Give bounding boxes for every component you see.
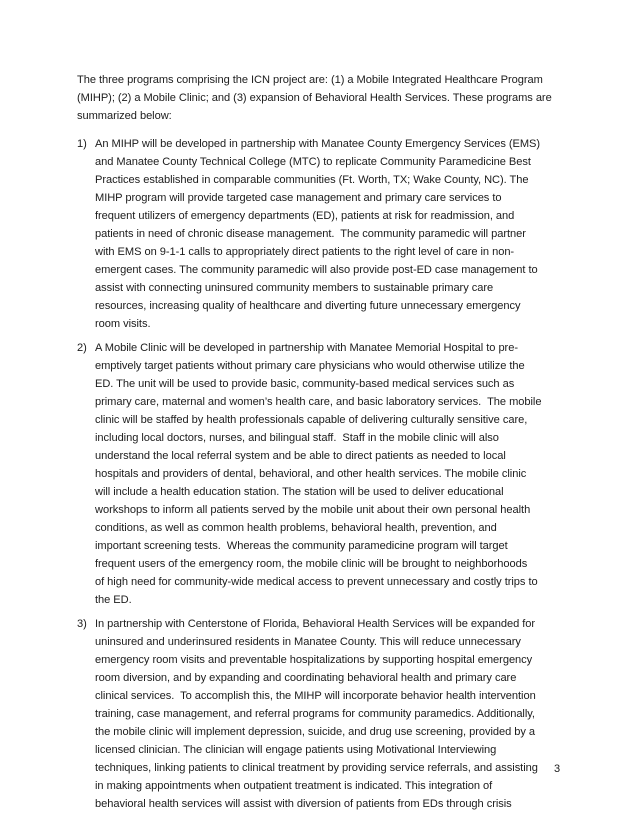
list-item-line: primary care, maternal and women’s health care, and basic laboratory services. The mobile bbox=[95, 396, 542, 408]
intro-line: summarized below: bbox=[77, 110, 172, 122]
list-item-line: understand the local referral system and be able to direct patients as needed to local bbox=[95, 450, 506, 462]
list-item-number: 2) bbox=[77, 342, 87, 354]
list-item-line: clinic will be staffed by health professionals capable of delivering culturally sensitive care, bbox=[95, 414, 528, 426]
list-item-line: of high need for community-wide medical access to prevent unnecessary and costly trips to bbox=[95, 576, 538, 588]
list-item-line: frequent users of the emergency room, the mobile clinic will be brought to neighborhoods bbox=[95, 558, 528, 570]
list-item-line: Practices established in comparable communities (Ft. Worth, TX; Wake County, NC). The bbox=[95, 174, 529, 186]
list-item-line: MIHP program will provide targeted case management and primary care services to bbox=[95, 192, 502, 204]
list-item-line: and Manatee County Technical College (MTC) to replicate Community Paramedicine Best bbox=[95, 156, 531, 168]
list-item-line: including local doctors, nurses, and bilingual staff. Staff in the mobile clinic will also bbox=[95, 432, 499, 444]
list-item-line: An MIHP will be developed in partnership with Manatee County Emergency Services (EMS) bbox=[95, 138, 541, 150]
list-item-line: assist with connecting uninsured community members to sustainable primary care bbox=[95, 282, 494, 294]
list-item-line: resources, increasing quality of healthcare and diverting future unnecessary emergency bbox=[95, 300, 521, 312]
list-item-line: frequent utilizers of emergency departments (ED), patients at risk for readmission, and bbox=[95, 210, 515, 222]
list-item-line: emptively target patients without primary care physicians who would otherwise utilize the bbox=[95, 360, 525, 372]
list-item-line: training, case management, and referral programs for community paramedics. Additionally, bbox=[95, 708, 535, 720]
list-item-line: patients in need of chronic disease management. The community paramedic will partner bbox=[95, 228, 526, 240]
intro-line: The three programs comprising the ICN project are: (1) a Mobile Integrated Healthcare Program bbox=[77, 74, 543, 86]
list-item-line: uninsured and underinsured residents in Manatee County. This will reduce unnecessary bbox=[95, 636, 521, 648]
list-item-line: techniques, linking patients to clinical treatment by providing service referrals, and assisting bbox=[95, 762, 538, 774]
list-item-line: clinical services. To accomplish this, the MIHP will incorporate behavior health intervention bbox=[95, 690, 536, 702]
list-item-line: room diversion, and by expanding and coordinating behavioral health and primary care bbox=[95, 672, 517, 684]
list-item-line: hospitals and providers of dental, behavioral, and other health services. The mobile clinic bbox=[95, 468, 527, 480]
list-item-line: In partnership with Centerstone of Florida, Behavioral Health Services will be expanded for bbox=[95, 618, 536, 630]
list-item-line: ED. The unit will be used to provide basic, community-based medical services such as bbox=[95, 378, 515, 390]
list-item-line: in making appointments when outpatient treatment is indicated. This integration of bbox=[95, 780, 493, 792]
list-item-line: conditions, as well as common health problems, behavioral health, prevention, and bbox=[95, 522, 497, 534]
page-number: 3 bbox=[554, 763, 561, 775]
list-item-line: will include a health education station. The station will be used to deliver educational bbox=[95, 486, 504, 498]
list-item-line: workshops to inform all patients served by the mobile unit about their own personal health bbox=[95, 504, 531, 516]
list-item-number: 1) bbox=[77, 138, 87, 150]
list-item-line: room visits. bbox=[95, 318, 151, 330]
intro-line: (MIHP); (2) a Mobile Clinic; and (3) expansion of Behavioral Health Services. These programs are bbox=[77, 92, 552, 104]
list-item-line: with EMS on 9-1-1 calls to appropriately direct patients to the right level of care in non- bbox=[95, 246, 515, 258]
list-item-line: behavioral health services will assist with diversion of patients from EDs through crisis bbox=[95, 798, 512, 810]
list-item-line: emergent cases. The community paramedic will also provide post-ED case management to bbox=[95, 264, 538, 276]
list-item-line: the ED. bbox=[95, 594, 132, 606]
list-item-line: emergency room visits and preventable hospitalizations by supporting hospital emergency bbox=[95, 654, 533, 666]
list-item-line: the mobile clinic will implement depression, suicide, and drug use screening, provided by a bbox=[95, 726, 536, 738]
list-item-number: 3) bbox=[77, 618, 87, 630]
list-item-line: important screening tests. Whereas the community paramedicine program will target bbox=[95, 540, 508, 552]
list-item-line: licensed clinician. The clinician will engage patients using Motivational Interviewing bbox=[95, 744, 497, 756]
list-item-line: A Mobile Clinic will be developed in partnership with Manatee Memorial Hospital to pre- bbox=[95, 342, 518, 354]
